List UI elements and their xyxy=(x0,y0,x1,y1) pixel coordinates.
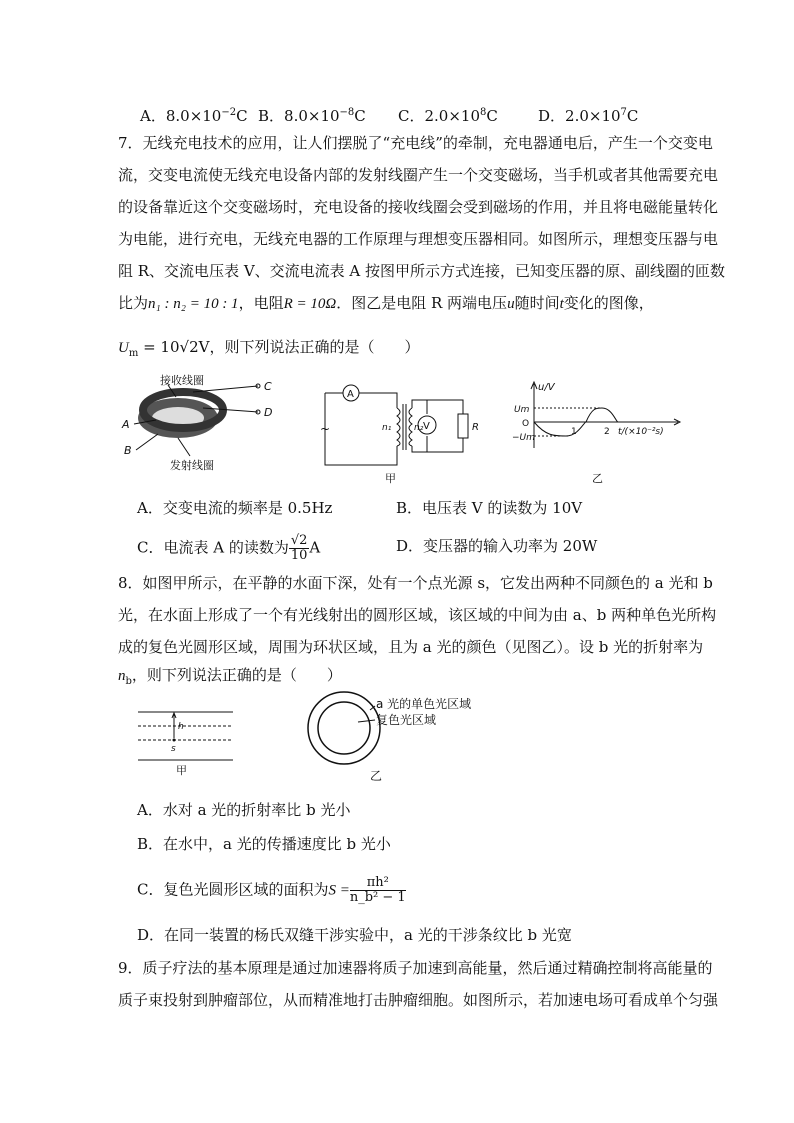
option-unit: C xyxy=(626,107,639,125)
text: 比为 xyxy=(118,294,149,312)
nb-subscript: b xyxy=(125,676,132,687)
area-symbol: S = xyxy=(328,882,350,899)
outer-circle xyxy=(308,692,380,764)
secondary-coil xyxy=(409,408,412,446)
fraction-num: √2 xyxy=(290,533,308,548)
light-source xyxy=(173,739,176,742)
q7-stem-line-7 xyxy=(118,337,419,364)
q7-stem-line-4: 为电能，进行充电，无线充电器的工作原理与理想变压器相同。如图所示，理想变压器与电 xyxy=(118,230,719,248)
q7-stem-line-3: 的设备靠近这个交变磁场时，充电设备的接收线圈会受到磁场的作用，并且将电磁能量转化 xyxy=(118,198,719,216)
voltmeter-label: V xyxy=(423,421,430,432)
ac-source-symbol: ~ xyxy=(320,422,331,436)
option-unit: C xyxy=(354,107,366,125)
fraction-num: πh² xyxy=(350,876,406,891)
n1-label: n₁ xyxy=(382,423,392,433)
text: ，则下列说法正确的是（ ） xyxy=(131,666,342,684)
fig-caption-yi: 乙 xyxy=(592,472,603,485)
inner-circle xyxy=(318,702,370,754)
q7-option-b[interactable]: B．电压表 V 的读数为 10V xyxy=(396,499,583,517)
option-value: 8.0×10 xyxy=(165,107,222,125)
q7-option-d[interactable]: D．变压器的输入功率为 20W xyxy=(396,537,598,555)
q8-stem-line-1: 8．如图甲所示，在平静的水面下深，处有一个点光源 s，它发出两种不同颜色的 a 光和 b xyxy=(118,574,713,592)
option-value: 2.0×10 xyxy=(565,107,621,125)
resistance-value: R = 10Ω xyxy=(283,296,337,312)
source-label: s xyxy=(171,744,176,754)
q7-option-a[interactable]: A．交变电流的频率是 0.5Hz xyxy=(137,499,333,517)
text: ，电阻 xyxy=(238,294,284,312)
text: ，则下列说法正确的是（ ） xyxy=(209,338,420,356)
r-label: R xyxy=(472,422,479,433)
q8-stem-line-4 xyxy=(118,665,342,692)
receive-coil-label: 接收线圈 xyxy=(160,374,204,387)
terminal-a: A xyxy=(122,418,130,431)
um-symbol: U xyxy=(118,340,129,356)
q6-option-b[interactable] xyxy=(258,103,366,126)
emit-coil-label: 发射线圈 xyxy=(170,459,214,472)
option-text: C．复色光圆形区域的面积为 xyxy=(137,880,329,899)
option-unit: C xyxy=(236,107,248,125)
circle-figure xyxy=(300,690,510,790)
x-tick-1: 1 xyxy=(571,427,577,437)
um-subscript: m xyxy=(128,348,139,359)
q8-option-b[interactable]: B．在水中，a 光的传播速度比 b 光小 xyxy=(137,835,391,853)
option-exponent: 8 xyxy=(480,107,487,118)
turns-ratio: n₁ : n₂ = 10 : 1 xyxy=(148,296,239,312)
origin-label: O xyxy=(522,419,530,429)
q8-stem-line-2: 光，在水面上形成了一个有光线射出的圆形区域，该区域的中间为由 a、b 两种单色光所构 xyxy=(118,606,717,624)
voltage-graph xyxy=(508,378,708,488)
fraction xyxy=(289,534,310,563)
depth-label: h xyxy=(178,722,184,732)
option-label: C． xyxy=(398,107,425,125)
core-region-label: 复色光区域 xyxy=(376,713,437,727)
resistor-symbol xyxy=(458,414,468,438)
q8-option-d[interactable]: D．在同一装置的杨氏双缝干涉实验中，a 光的干涉条纹比 b 光宽 xyxy=(137,926,572,944)
q7-stem-line-6 xyxy=(118,293,654,314)
option-value: 2.0×10 xyxy=(424,107,480,125)
nb-symbol: n xyxy=(118,668,126,684)
text: 随时间 xyxy=(514,294,560,312)
q6-option-c[interactable] xyxy=(398,103,498,126)
um-tick: Um xyxy=(514,405,530,415)
primary-coil xyxy=(397,408,400,446)
q7-option-c[interactable] xyxy=(137,534,320,563)
terminal-d: D xyxy=(264,406,273,419)
x-axis-label: t/(×10⁻²s) xyxy=(618,427,664,437)
q6-option-d[interactable] xyxy=(538,103,638,126)
unit: A xyxy=(309,538,321,557)
option-text: C．电流表 A 的读数为 xyxy=(137,538,289,557)
option-value: 8.0×10 xyxy=(284,107,340,125)
terminal-c: C xyxy=(264,380,272,393)
water-figure xyxy=(138,700,248,778)
fraction-den: n_b² − 1 xyxy=(349,890,406,905)
option-exponent: −2 xyxy=(221,107,237,118)
x-tick-2: 2 xyxy=(604,427,610,437)
q8-option-c[interactable] xyxy=(137,876,406,905)
circuit-figure xyxy=(315,378,479,488)
um-value: = 10√2V xyxy=(138,338,210,356)
fraction xyxy=(350,876,406,905)
ring-region-label: a 光的单色光区域 xyxy=(376,697,472,711)
option-label: B． xyxy=(258,107,285,125)
q8-option-a[interactable]: A．水对 a 光的折射率比 b 光小 xyxy=(137,801,351,819)
fig-caption-jia: 甲 xyxy=(176,764,187,777)
text: ．图乙是电阻 R 两端电压 xyxy=(336,294,508,312)
q9-stem-line-2: 质子束投射到肿瘤部位，从而精准地打击肿瘤细胞。如图所示，若加速电场可看成单个匀强 xyxy=(118,991,719,1009)
option-unit: C xyxy=(486,107,498,125)
q7-stem-line-1: 7．无线充电技术的应用，让人们摆脱了“充电线”的牵制，充电器通电后，产生一个交变电 xyxy=(118,134,713,152)
fraction-den: 10 xyxy=(290,548,308,563)
q7-stem-line-5: 阻 R、交流电压表 V、交流电流表 A 按图甲所示方式连接，已知变压器的原、副线圈的匝数 xyxy=(118,262,726,280)
text: 变化的图像， xyxy=(563,294,654,312)
var-t: t xyxy=(559,296,564,312)
option-label: A． xyxy=(140,107,166,125)
coil-figure xyxy=(118,372,278,472)
q8-stem-line-3: 成的复色光圆形区域，周围为环状区域，且为 a 光的颜色（见图乙）。设 b 光的折射率为 xyxy=(118,638,704,656)
terminal-b: B xyxy=(124,444,132,457)
option-label: D． xyxy=(538,107,566,125)
q6-option-a[interactable] xyxy=(140,103,248,126)
neg-um-tick: −Um xyxy=(512,433,535,443)
q7-stem-line-2: 流，交变电流使无线充电设备内部的发射线圈产生一个交变磁场，当手机或者其他需要充电 xyxy=(118,166,719,184)
fig-caption-yi: 乙 xyxy=(370,769,383,783)
option-exponent: −8 xyxy=(339,107,355,118)
n2-label: n₂ xyxy=(414,423,424,433)
ammeter-label: A xyxy=(347,389,354,400)
fig-caption-jia: 甲 xyxy=(385,472,396,485)
y-axis-label: u/V xyxy=(538,382,555,393)
var-u: u xyxy=(507,296,515,312)
option-exponent: 7 xyxy=(620,107,627,118)
q9-stem-line-1: 9．质子疗法的基本原理是通过加速器将质子加速到高能量，然后通过精确控制将高能量的 xyxy=(118,959,713,977)
